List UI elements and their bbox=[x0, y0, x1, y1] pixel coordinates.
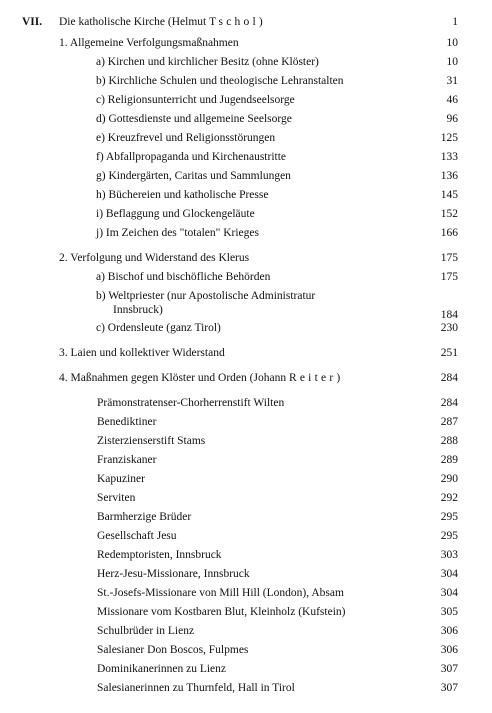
item-title: Salesianer Don Boscos, Fulpmes bbox=[97, 644, 249, 656]
section-title: 3. Laien und kollektiver Widerstand bbox=[59, 347, 225, 359]
page-number: 96 bbox=[446, 113, 458, 125]
page-number: 152 bbox=[440, 208, 458, 220]
item-title: Barmherzige Brüder bbox=[97, 511, 192, 523]
page-number: 10 bbox=[446, 56, 458, 68]
page-number: 145 bbox=[440, 189, 458, 201]
item-title: Benediktiner bbox=[97, 416, 157, 428]
item-title: Serviten bbox=[97, 492, 136, 504]
page-number: 287 bbox=[440, 416, 458, 428]
item-title: c) Religionsunterricht und Jugendseelsorge bbox=[96, 94, 295, 106]
page-number: 304 bbox=[440, 587, 458, 599]
page-number: 230 bbox=[440, 322, 458, 334]
item-title: d) Gottesdienste und allgemeine Seelsorge bbox=[96, 113, 292, 125]
item-title: g) Kindergärten, Caritas und Sammlungen bbox=[96, 170, 291, 182]
item-title: Kapuziner bbox=[97, 473, 145, 485]
page-number: 289 bbox=[440, 454, 458, 466]
page-number: 166 bbox=[440, 227, 458, 239]
item-title: b) Kirchliche Schulen und theologische Lehranstalten bbox=[96, 75, 344, 87]
page-number: 175 bbox=[440, 271, 458, 283]
item-title: a) Kirchen und kirchlicher Besitz (ohne Klöster) bbox=[96, 56, 319, 68]
item-title: Missionare vom Kostbaren Blut, Kleinholz (Kufstein) bbox=[97, 606, 346, 618]
page-number: 290 bbox=[440, 473, 458, 485]
item-title: Dominikanerinnen zu Lienz bbox=[97, 663, 227, 675]
page-number: 295 bbox=[440, 530, 458, 542]
item-title: a) Bischof und bischöfliche Behörden bbox=[96, 271, 271, 283]
section-author: Reiter bbox=[288, 372, 337, 384]
page-number: 1 bbox=[452, 16, 458, 28]
page-number: 306 bbox=[440, 644, 458, 656]
page-number: 305 bbox=[440, 606, 458, 618]
page-number: 304 bbox=[440, 568, 458, 580]
page-number: 306 bbox=[440, 625, 458, 637]
page-number: 307 bbox=[440, 663, 458, 675]
chapter-title: Die katholische Kirche (Helmut Tschol) bbox=[59, 16, 263, 28]
section-title: 1. Allgemeine Verfolgungsmaßnahmen bbox=[59, 37, 239, 49]
page-number: 288 bbox=[440, 435, 458, 447]
item-title: b) Weltpriester (nur Apostolische Administratur bbox=[96, 290, 316, 302]
page-number: 136 bbox=[440, 170, 458, 182]
page-number: 184 bbox=[440, 309, 458, 321]
item-title: Prämonstratenser-Chorherrenstift Wilten bbox=[97, 397, 285, 409]
page-number: 284 bbox=[440, 397, 458, 409]
item-title: Herz-Jesu-Missionare, Innsbruck bbox=[97, 568, 250, 580]
item-title: Gesellschaft Jesu bbox=[97, 530, 177, 542]
item-title: Zisterzienserstift Stams bbox=[97, 435, 206, 447]
page-number: 295 bbox=[440, 511, 458, 523]
page-number: 303 bbox=[440, 549, 458, 561]
page-number: 175 bbox=[440, 252, 458, 264]
item-title: c) Ordensleute (ganz Tirol) bbox=[96, 322, 221, 334]
item-title: j) Im Zeichen des "totalen" Krieges bbox=[96, 227, 259, 239]
item-title: Redemptoristen, Innsbruck bbox=[97, 549, 222, 561]
section-title: 2. Verfolgung und Widerstand des Klerus bbox=[59, 252, 250, 264]
page-number: 46 bbox=[446, 94, 458, 106]
item-title: Franziskaner bbox=[97, 454, 157, 466]
page-number: 292 bbox=[440, 492, 458, 504]
item-title-continued: Innsbruck) bbox=[113, 304, 163, 316]
page-number: 251 bbox=[440, 347, 458, 359]
item-title: f) Abfallpropaganda und Kirchenaustritte bbox=[96, 151, 287, 163]
page-number: 284 bbox=[440, 372, 458, 384]
page-number: 31 bbox=[446, 75, 458, 87]
chapter-author: Tschol bbox=[209, 16, 259, 28]
item-title: Schulbrüder in Lienz bbox=[97, 625, 195, 637]
item-title: h) Büchereien und katholische Presse bbox=[96, 189, 269, 201]
chapter-number: VII. bbox=[22, 16, 43, 28]
page-number: 125 bbox=[440, 132, 458, 144]
page-number: 133 bbox=[440, 151, 458, 163]
section-title: 4. Maßnahmen gegen Klöster und Orden (Johann Reiter) bbox=[59, 372, 341, 384]
item-title: e) Kreuzfrevel und Religionsstörungen bbox=[96, 132, 276, 144]
item-title: St.-Josefs-Missionare von Mill Hill (London), Absam bbox=[97, 587, 344, 599]
item-title: i) Beflaggung und Glockengeläute bbox=[96, 208, 255, 220]
item-title: Salesianerinnen zu Thurnfeld, Hall in Tirol bbox=[97, 682, 295, 694]
page-number: 307 bbox=[440, 682, 458, 694]
page-number: 10 bbox=[446, 37, 458, 49]
